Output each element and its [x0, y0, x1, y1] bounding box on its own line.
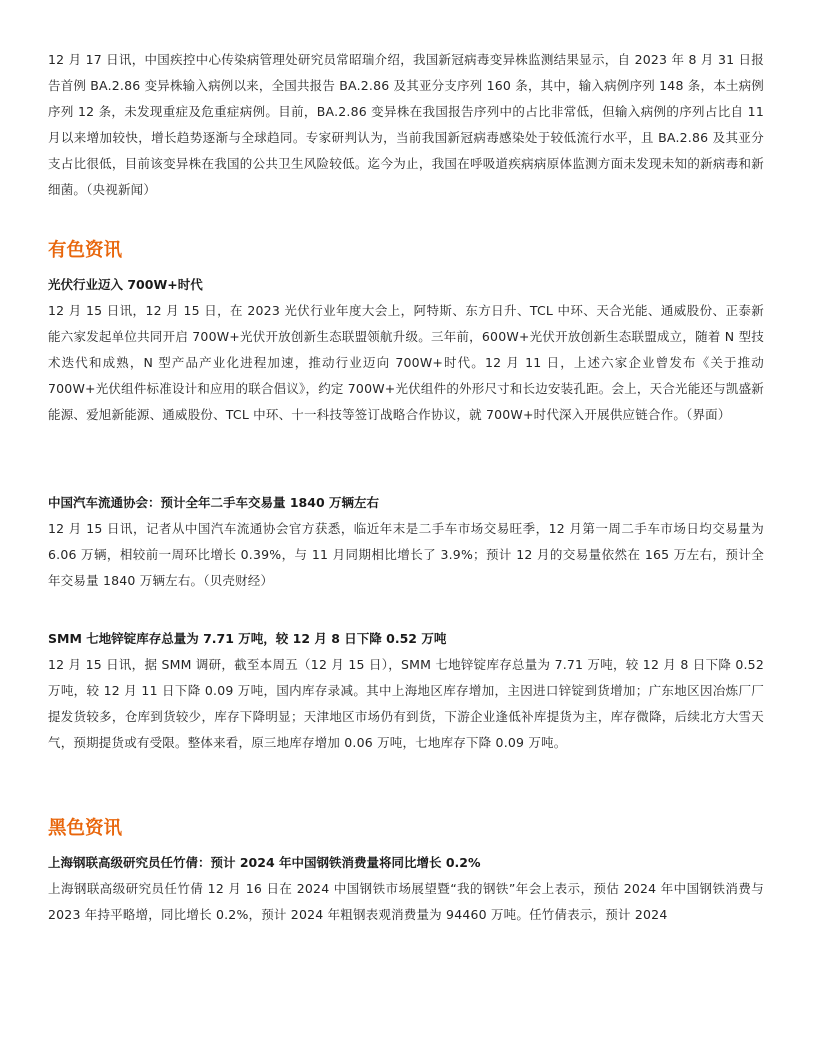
- intro-block: [48, 47, 764, 203]
- article-title: 中国汽车流通协会：预计全年二手车交易量 1840 万辆左右: [48, 495, 379, 510]
- article-body: 12 月 15 日讯，12 月 15 日，在 2023 光伏行业年度大会上，阿特斯、东方日升、TCL 中环、天合光能、通威股份、正泰新能六家发起单位共同开启 700W+光伏开放创新生态联盟领航升级。三年前，600W+光伏开放创新生态联盟成立，随着 N 型技术迭代和成熟，N 型产品产业化进程加速，推动行业迈向 700W+时代。12 月 11 日，上述六家企业曾发布《关于推动 700W+光伏组件标准设计和应用的联合倡议》，约定 700W+光伏组件的外形尺寸和长边安装孔距。会上，天合光能还与凯盛新能源、爱旭新能源、通威股份、TCL 中环、十一科技等签订战略合作协议，就 700W+时代深入开展供应链合作。（界面）: [48, 303, 764, 422]
- article-used-cars: [48, 490, 764, 594]
- article-pv: [48, 272, 764, 428]
- article-title: 上海钢联高级研究员任竹倩：预计 2024 年中国钢铁消费量将同比增长 0.2%: [48, 855, 481, 870]
- section-ferrous: [48, 816, 764, 842]
- article-title: SMM 七地锌锭库存总量为 7.71 万吨，较 12 月 8 日下降 0.52 万吨: [48, 631, 447, 646]
- section-title: 黑色资讯: [48, 818, 123, 839]
- article-steel-consumption: [48, 850, 764, 928]
- article-zinc-inventory: [48, 626, 764, 756]
- article-body: 12 月 15 日讯，记者从中国汽车流通协会官方获悉，临近年末是二手车市场交易旺季，12 月第一周二手车市场日均交易量为 6.06 万辆，相较前一周环比增长 0.39%，与 11 月同期相比增长了 3.9%；预计 12 月的交易量依然在 165 万左右，预计全年交易量 1840 万辆左右。（贝壳财经）: [48, 521, 764, 588]
- intro-paragraph: 12 月 17 日讯，中国疾控中心传染病管理处研究员常昭瑞介绍，我国新冠病毒变异株监测结果显示，自 2023 年 8 月 31 日报告首例 BA.2.86 变异株输入病例以来，全国共报告 BA.2.86 及其亚分支序列 160 条，其中，输入病例序列 148 条，本土病例序列 12 条，未发现重症及危重症病例。目前，BA.2.86 变异株在我国报告序列中的占比非常低，但输入病例的序列占比自 11 月以来增加较快，增长趋势逐渐与全球趋同。专家研判认为，当前我国新冠病毒感染处于较低流行水平，且 BA.2.86 及其亚分支占比很低，目前该变异株在我国的公共卫生风险较低。迄今为止，我国在呼吸道疾病病原体监测方面未发现未知的新病毒和新细菌。（央视新闻）: [48, 52, 764, 197]
- article-body: 12 月 15 日讯，据 SMM 调研，截至本周五（12 月 15 日），SMM 七地锌锭库存总量为 7.71 万吨，较 12 月 8 日下降 0.52 万吨，较 12 月 11 日下降 0.09 万吨，国内库存录减。其中上海地区库存增加，主因进口锌锭到货增加；广东地区因冶炼厂厂提发货较多，仓库到货较少，库存下降明显；天津地区市场仍有到货，下游企业逢低补库提货为主，库存微降，后续北方大雪天气，预期提货或有受限。整体来看，原三地库存增加 0.06 万吨，七地库存下降 0.09 万吨。: [48, 657, 764, 750]
- section-title: 有色资讯: [48, 240, 123, 261]
- section-nonferrous: [48, 238, 764, 264]
- article-title: 光伏行业迈入 700W+时代: [48, 277, 203, 292]
- article-body: 上海钢联高级研究员任竹倩 12 月 16 日在 2024 中国钢铁市场展望暨“我的钢铁”年会上表示，预估 2024 年中国钢铁消费与 2023 年持平略增，同比增长 0.2%，预计 2024 年粗钢表观消费量为 94460 万吨。任竹倩表示，预计 2024: [48, 881, 764, 922]
